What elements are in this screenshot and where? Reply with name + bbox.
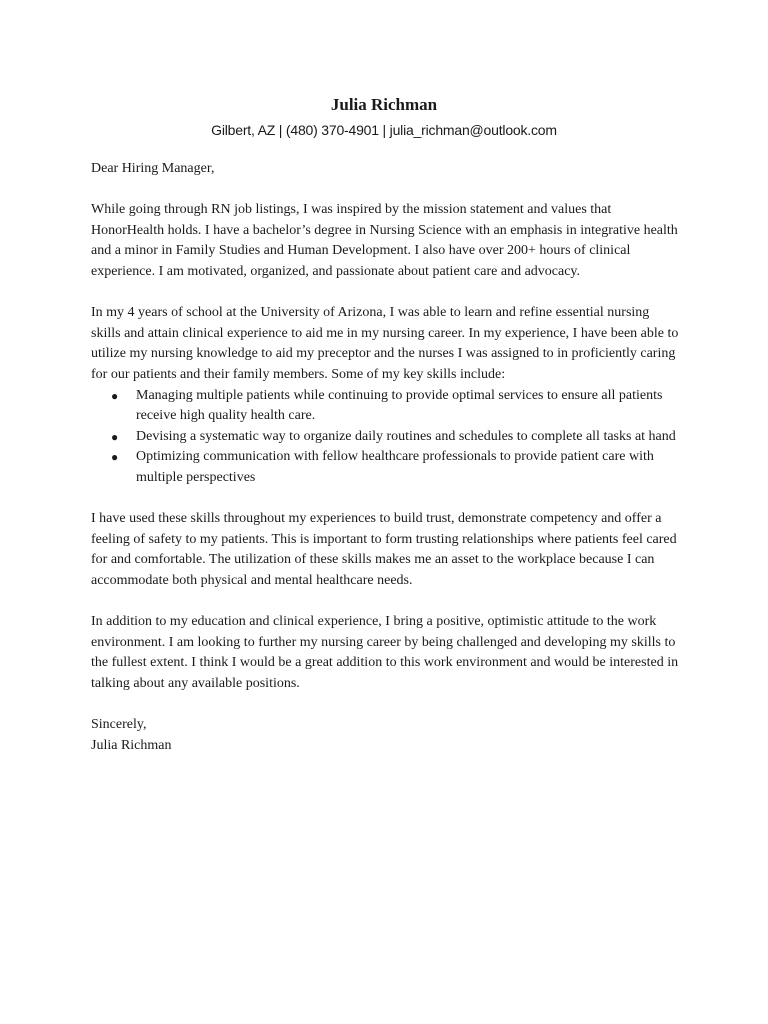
paragraph-closing: In addition to my education and clinical experience, I bring a positive, optimistic attitude to the work environment. I am looking to further my nursing career by being challenged and developing my skills to the fullest extent. I think I would be a great addition to this work environment and would be interested in talking about any available positions. bbox=[91, 614, 679, 691]
bullet-icon: ● bbox=[111, 429, 119, 444]
list-item bbox=[91, 427, 681, 448]
skill-text: Optimizing communication with fellow healthcare professionals to provide patient care with multiple perspectives bbox=[136, 449, 654, 485]
bullet-icon: ● bbox=[111, 450, 119, 465]
list-item bbox=[91, 386, 681, 427]
skill-text: Managing multiple patients while continuing to provide optimal services to ensure all patients receive high quality health care. bbox=[136, 387, 663, 424]
signature-name: Julia Richman bbox=[91, 737, 172, 753]
spacer bbox=[91, 694, 681, 715]
paragraph-skills-use: I have used these skills throughout my experiences to build trust, demonstrate competency and offer a feeling of safety to my patients. This is important to form trusting relationships where patients feel cared for and comfortable. The utilization of these skills makes me an asset to the workplace because I can accommodate both physical and mental healthcare needs. bbox=[91, 511, 677, 588]
paragraph-intro: While going through RN job listings, I was inspired by the mission statement and values that HonorHealth holds. I have a bachelor’s degree in Nursing Science with an emphasis in integrative health and a minor in Family Studies and Human Development. I also have over 200+ hours of clinical experience. I am motivated, organized, and passionate about patient care and advocacy. bbox=[91, 202, 678, 279]
contact-line: Gilbert, AZ | (480) 370-4901 | julia_richman@outlook.com bbox=[211, 122, 557, 138]
skill-text: Devising a systematic way to organize daily routines and schedules to complete all tasks at hand bbox=[136, 428, 676, 444]
applicant-name: Julia Richman bbox=[330, 95, 438, 114]
letter-body bbox=[91, 159, 681, 756]
spacer bbox=[91, 283, 681, 304]
list-item bbox=[91, 447, 681, 488]
spacer bbox=[91, 180, 681, 201]
spacer bbox=[91, 489, 681, 510]
letter-header bbox=[0, 94, 768, 140]
spacer bbox=[91, 591, 681, 612]
bullet-icon: ● bbox=[111, 388, 119, 403]
paragraph-education: In my 4 years of school at the University of Arizona, I was able to learn and refine essential nursing skills and attain clinical experience to aid me in my nursing career. In my experience, I have been able to utilize my nursing knowledge to aid my preceptor and the nurses I was assigned to in proficiently caring for our patients and their family members. Some of my key skills include: bbox=[91, 305, 679, 382]
closing-salutation: Sincerely, bbox=[91, 717, 147, 733]
skills-list bbox=[91, 386, 681, 489]
salutation: Dear Hiring Manager, bbox=[91, 161, 215, 176]
